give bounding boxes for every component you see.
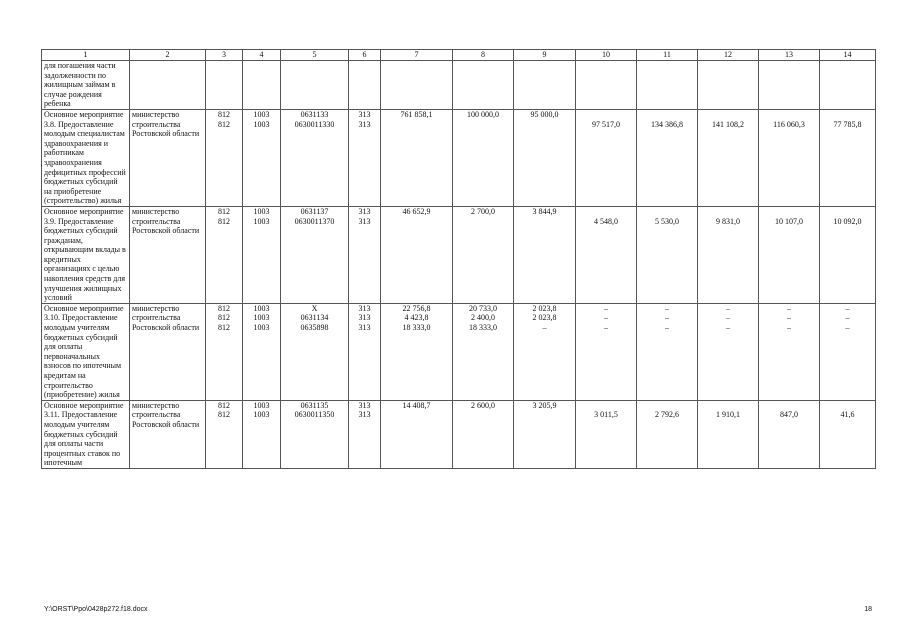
year-value-cell	[698, 61, 759, 110]
responsible-executor: министерство строительства Ростовской области	[130, 400, 206, 468]
cell-line	[455, 120, 511, 130]
column-header: 8	[453, 50, 514, 61]
column-header: 10	[576, 50, 637, 61]
column-header: 5	[281, 50, 349, 61]
cell-line: 41,6	[840, 410, 855, 420]
budget-code-cell	[349, 303, 381, 400]
cell-line: 77 785,8	[833, 119, 862, 129]
cell-line: 0630011330	[294, 119, 335, 129]
cell-line: 2 700,0	[471, 206, 495, 216]
budget-code-cell	[381, 400, 453, 468]
year-value-cell	[759, 400, 820, 468]
cell-line: 313	[358, 410, 371, 420]
cell-line: –	[845, 323, 850, 333]
cell-line: –	[665, 313, 669, 323]
cell-line: 1003	[253, 400, 270, 410]
footer-page-number: 18	[864, 606, 872, 613]
table-row	[42, 61, 876, 110]
year-value-cell	[698, 206, 759, 303]
cell-line: 46 652,9	[402, 206, 431, 216]
cell-spacer	[700, 110, 756, 120]
measure-description: Основное мероприятие 3.9. Предоставление бюджетных субсидий гражданам, открывающим вклады в кредитных организациях с целью накопления средств для улучшения жилищных условий	[42, 206, 130, 303]
cell-spacer	[639, 401, 695, 411]
year-value-cell	[576, 400, 637, 468]
cell-line: 95 000,0	[530, 109, 559, 119]
cell-line: –	[845, 303, 850, 313]
budget-code-cell	[453, 400, 514, 468]
cell-line: 313	[358, 400, 371, 410]
table-row	[42, 206, 876, 303]
year-value-cell	[759, 109, 820, 206]
cell-line: 812	[218, 410, 230, 420]
budget-code-cell	[281, 400, 349, 468]
year-value-cell	[820, 400, 876, 468]
budget-code-cell	[349, 206, 381, 303]
budget-code-cell	[281, 206, 349, 303]
cell-line: 313	[358, 109, 371, 119]
responsible-executor: министерство строительства Ростовской области	[130, 109, 206, 206]
header-row	[42, 50, 876, 61]
cell-spacer	[639, 110, 695, 120]
cell-spacer	[822, 207, 873, 217]
column-header: 9	[514, 50, 576, 61]
cell-spacer	[700, 207, 756, 217]
budget-code-cell	[514, 109, 576, 206]
cell-line: –	[787, 323, 791, 333]
budget-code-cell	[243, 61, 281, 110]
table-row	[42, 303, 876, 400]
cell-line: 313	[358, 206, 371, 216]
cell-line	[516, 217, 573, 227]
column-header: 14	[820, 50, 876, 61]
cell-line: 812	[218, 206, 230, 216]
cell-line: 1003	[253, 119, 270, 129]
cell-line	[383, 120, 450, 130]
budget-code-cell	[206, 109, 243, 206]
cell-spacer	[822, 401, 873, 411]
cell-line: 1003	[253, 216, 270, 226]
cell-line: 313	[358, 216, 371, 226]
responsible-executor: министерство строительства Ростовской области	[130, 303, 206, 400]
cell-spacer	[639, 207, 695, 217]
column-header: 3	[206, 50, 243, 61]
cell-line: 4 548,0	[594, 216, 618, 226]
cell-line: 4 423,8	[404, 313, 429, 323]
cell-line: 22 756,8	[402, 303, 431, 313]
table-row	[42, 109, 876, 206]
cell-line: 0631137	[300, 206, 329, 216]
column-header: 12	[698, 50, 759, 61]
cell-spacer	[761, 401, 817, 411]
cell-line: –	[542, 323, 547, 333]
cell-line: 812	[218, 303, 230, 313]
column-header: 11	[637, 50, 698, 61]
cell-line: 1003	[253, 109, 270, 119]
budget-code-cell	[281, 303, 349, 400]
column-header: 13	[759, 50, 820, 61]
cell-line: 2 023,8	[532, 313, 557, 323]
measure-description: Основное мероприятие 3.10. Предоставление молодым учителям бюджетных субсидий для оплаты первоначальных взносов по ипотечным кредитам на строительство (приобретение) жилья	[42, 303, 130, 400]
cell-spacer	[822, 110, 873, 120]
cell-line: –	[726, 323, 730, 333]
year-value-cell	[576, 303, 637, 400]
cell-line: 0630011370	[294, 216, 335, 226]
cell-line: 0635898	[300, 323, 329, 333]
year-value-cell	[759, 61, 820, 110]
cell-line: 0631133	[300, 109, 329, 119]
measure-description: Основное мероприятие 3.11. Предоставление молодым учителям бюджетных субсидий для оплаты части процентных ставок по ипотечным	[42, 400, 130, 468]
cell-line: 0631135	[300, 400, 329, 410]
year-value-cell	[637, 400, 698, 468]
budget-code-cell	[349, 109, 381, 206]
year-value-cell	[698, 303, 759, 400]
budget-code-cell	[281, 109, 349, 206]
cell-line: –	[726, 303, 730, 313]
column-header: 1	[42, 50, 130, 61]
cell-spacer	[700, 401, 756, 411]
budget-table	[41, 49, 876, 469]
budget-code-cell	[514, 303, 576, 400]
cell-line: 134 386,8	[651, 119, 683, 129]
cell-line: 2 600,0	[471, 400, 495, 410]
cell-line	[455, 410, 511, 420]
cell-line: 2 792,6	[655, 410, 679, 420]
responsible-executor	[130, 61, 206, 110]
year-value-cell	[820, 61, 876, 110]
year-value-cell	[637, 61, 698, 110]
year-value-cell	[759, 303, 820, 400]
year-value-cell	[637, 109, 698, 206]
budget-code-cell	[206, 206, 243, 303]
cell-line: –	[726, 313, 730, 323]
budget-code-cell	[381, 303, 453, 400]
budget-code-cell	[453, 206, 514, 303]
budget-code-cell	[453, 303, 514, 400]
cell-line: 313	[358, 323, 371, 333]
budget-code-cell	[281, 61, 349, 110]
budget-code-cell	[206, 303, 243, 400]
cell-line: Х	[311, 303, 318, 313]
cell-line: 2 400,0	[471, 313, 495, 323]
budget-code-cell	[243, 206, 281, 303]
cell-line: 18 333,0	[402, 323, 431, 333]
cell-line: 1003	[253, 410, 270, 420]
cell-spacer	[761, 207, 817, 217]
budget-code-cell	[514, 400, 576, 468]
column-header: 7	[381, 50, 453, 61]
budget-code-cell	[243, 303, 281, 400]
budget-code-cell	[381, 206, 453, 303]
cell-line: –	[604, 323, 608, 333]
cell-line: 313	[358, 119, 371, 129]
cell-line	[455, 217, 511, 227]
cell-line: 1003	[253, 313, 270, 323]
cell-line	[516, 410, 573, 420]
budget-code-cell	[349, 400, 381, 468]
budget-code-cell	[514, 206, 576, 303]
cell-line: 0630011350	[294, 410, 335, 420]
year-value-cell	[698, 109, 759, 206]
cell-line	[383, 410, 450, 420]
cell-line: 313	[358, 313, 371, 323]
cell-line: 812	[218, 216, 230, 226]
budget-code-cell	[453, 61, 514, 110]
cell-line: 14 408,7	[402, 400, 431, 410]
cell-spacer	[578, 207, 634, 217]
cell-spacer	[761, 110, 817, 120]
budget-code-cell	[349, 61, 381, 110]
footer-file-path: Y:\ORST\Ppo\0428p272.f18.docx	[44, 606, 148, 613]
cell-line: 1003	[253, 206, 270, 216]
cell-line: 812	[218, 119, 230, 129]
year-value-cell	[759, 206, 820, 303]
budget-code-cell	[243, 109, 281, 206]
cell-line: 3 844,9	[532, 206, 557, 216]
cell-line: 3 011,5	[594, 410, 618, 420]
year-value-cell	[576, 109, 637, 206]
budget-code-cell	[381, 109, 453, 206]
cell-line: 1003	[253, 303, 270, 313]
cell-line: 20 733,0	[469, 303, 497, 313]
cell-line: 1 910,1	[716, 410, 740, 420]
cell-line: –	[665, 303, 669, 313]
year-value-cell	[637, 303, 698, 400]
year-value-cell	[637, 206, 698, 303]
cell-line: 18 333,0	[469, 323, 497, 333]
cell-line: –	[604, 303, 608, 313]
budget-code-cell	[206, 400, 243, 468]
cell-line: 1003	[253, 323, 270, 333]
budget-code-cell	[243, 400, 281, 468]
cell-line	[383, 217, 450, 227]
cell-line: 2 023,8	[532, 303, 557, 313]
cell-line: 5 530,0	[655, 216, 679, 226]
cell-line: 10 092,0	[833, 216, 862, 226]
year-value-cell	[820, 206, 876, 303]
table-row	[42, 400, 876, 468]
cell-line: –	[845, 313, 850, 323]
cell-line: 812	[218, 313, 230, 323]
year-value-cell	[820, 109, 876, 206]
column-header: 6	[349, 50, 381, 61]
cell-line: 116 060,3	[773, 119, 805, 129]
cell-line: 812	[218, 400, 230, 410]
measure-description: Основное мероприятие 3.8. Предоставление молодым специалистам здравоохранения и работникам здравоохранения дефицитных профессий бюджетных субсидий на приобретение (строительство) жилья	[42, 109, 130, 206]
year-value-cell	[576, 206, 637, 303]
budget-code-cell	[453, 109, 514, 206]
measure-description: для погашения части задолженности по жилищным займам в случае рождения ребенка	[42, 61, 130, 110]
cell-line: 100 000,0	[467, 109, 499, 119]
cell-line: 761 858,1	[400, 109, 433, 119]
column-header: 4	[243, 50, 281, 61]
cell-line: 812	[218, 109, 230, 119]
budget-code-cell	[514, 61, 576, 110]
responsible-executor: министерство строительства Ростовской области	[130, 206, 206, 303]
budget-code-cell	[206, 61, 243, 110]
cell-line: 10 107,0	[775, 216, 803, 226]
cell-spacer	[578, 110, 634, 120]
cell-line	[516, 120, 573, 130]
budget-code-cell	[381, 61, 453, 110]
cell-line: 812	[218, 323, 230, 333]
cell-line: 0631134	[300, 313, 329, 323]
cell-line: 313	[358, 303, 371, 313]
year-value-cell	[576, 61, 637, 110]
cell-line: –	[604, 313, 608, 323]
cell-line: 9 831,0	[716, 216, 740, 226]
cell-line: –	[787, 303, 791, 313]
year-value-cell	[820, 303, 876, 400]
cell-line: –	[787, 313, 791, 323]
cell-line: 3 205,9	[532, 400, 557, 410]
column-header: 2	[130, 50, 206, 61]
year-value-cell	[698, 400, 759, 468]
cell-line: 97 517,0	[592, 119, 620, 129]
cell-line: 141 108,2	[712, 119, 744, 129]
cell-line: 847,0	[780, 410, 798, 420]
cell-spacer	[578, 401, 634, 411]
cell-line: –	[665, 323, 669, 333]
